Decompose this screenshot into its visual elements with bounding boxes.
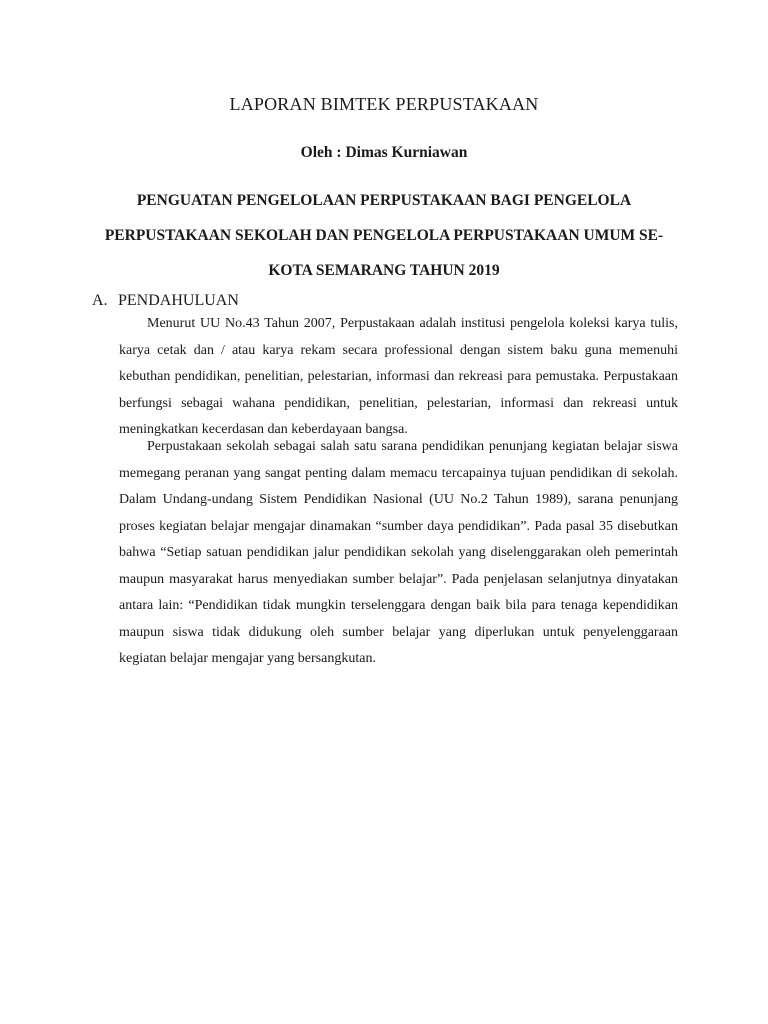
section-number: A. <box>92 292 108 309</box>
paragraph-1: Menurut UU No.43 Tahun 2007, Perpustakaan adalah institusi pengelola koleksi karya tulis, karya cetak dan / atau karya rekam secara professional dengan sistem baku guna memenuhi kebuthan pendidikan, penelitian, pelestarian, informasi dan rekreasi para pemustaka. Perpustakaan berfungsi sebagai wahana pendidikan, penelitian, pelestarian, informasi dan rekreasi untuk meningkatkan kecerdasan dan keberdayaan bangsa. <box>119 316 678 437</box>
document-title: LAPORAN BIMTEK PERPUSTAKAAN <box>229 94 539 114</box>
document-subtitle: PENGUATAN PENGELOLAAN PERPUSTAKAAN BAGI PENGELOLA PERPUSTAKAAN SEKOLAH DAN PENGELOLA PERPUSTAKAAN UMUM SE-KOTA SEMARANG TAHUN 2019 <box>104 192 664 279</box>
section-heading <box>92 292 239 310</box>
section-title: PENDAHULUAN <box>118 292 239 309</box>
document-author: Oleh : Dimas Kurniawan <box>300 144 468 161</box>
paragraph-2: Perpustakaan sekolah sebagai salah satu sarana pendidikan penunjang kegiatan belajar siswa memegang peranan yang sangat penting dalam memacu tercapainya tujuan pendidikan di sekolah. Dalam Undang-undang Sistem Pendidikan Nasional (UU No.2 Tahun 1989), sarana penunjang proses kegiatan belajar mengajar dinamakan “sumber daya pendidikan”. Pada pasal 35 disebutkan bahwa “Setiap satuan pendidikan jalur pendidikan sekolah yang diselenggarakan oleh pemerintah maupun masyarakat harus menyediakan sumber belajar”. Pada penjelasan selanjutnya dinyatakan antara lain: “Pendidikan tidak mungkin terselenggara dengan baik bila para tenaga kependidikan maupun siswa tidak didukung oleh sumber belajar yang diperlukan untuk penyelenggaraan kegiatan belajar mengajar yang bersangkutan. <box>119 439 678 666</box>
